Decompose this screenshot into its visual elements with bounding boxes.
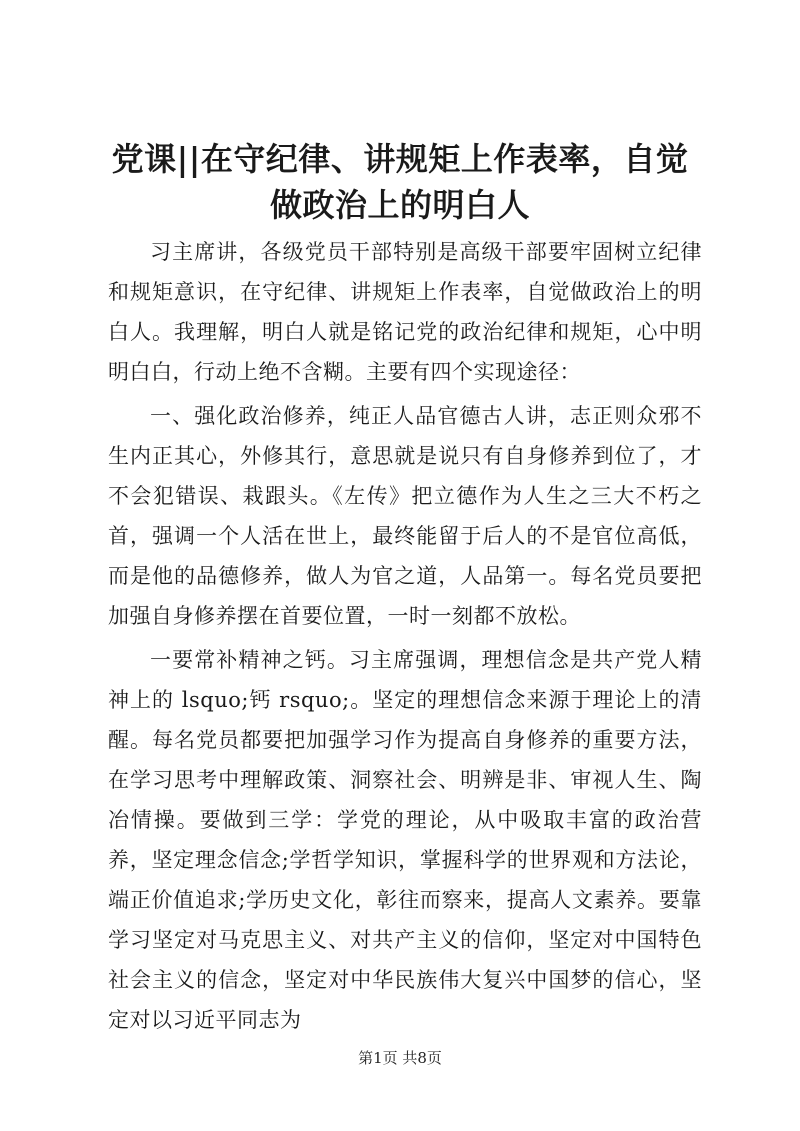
document-title: 党课||在守纪律、讲规矩上作表率，自觉做政治上的明白人 xyxy=(111,140,689,224)
document-body xyxy=(108,232,702,1044)
paragraph-point-one: 一要常补精神之钙。习主席强调，理想信念是共产党人精神上的 lsquo;钙 rsquo;。坚定的理想信念来源于理论上的清醒。每名党员都要把加强学习作为提高自身修养的重要方法，在学习思考中理解政策、洞察社会、明辨是非、审视人生、陶冶情操。要做到三学：学党的理论，从中吸取丰富的政治营养，坚定理念信念;学哲学知识，掌握科学的世界观和方法论，端正价值追求;学历史文化，彰往而察来，提高人文素养。要靠学习坚定对马克思主义、对共产主义的信仰，坚定对中国特色社会主义的信念，坚定对中华民族伟大复兴中国梦的信心，坚定对以习近平同志为 xyxy=(108,648,702,1032)
paragraph-section-one: 一、强化政治修养，纯正人品官德古人讲，志正则众邪不生内正其心，外修其行，意思就是说只有自身修养到位了，才不会犯错误、栽跟头。《左传》把立德作为人生之三大不朽之首，强调一个人活在世上，最终能留于后人的不是官位高低，而是他的品德修养，做人为官之道，人品第一。每名党员要把加强自身修养摆在首要位置，一时一刻都不放松。 xyxy=(108,404,702,628)
page-footer: 第1页 共8页 xyxy=(358,1049,442,1067)
paragraph-intro: 习主席讲，各级党员干部特别是高级干部要牢固树立纪律和规矩意识，在守纪律、讲规矩上作表率，自觉做政治上的明白人。我理解，明白人就是铭记党的政治纪律和规矩，心中明明白白，行动上绝不含糊。主要有四个实现途径： xyxy=(108,240,702,384)
